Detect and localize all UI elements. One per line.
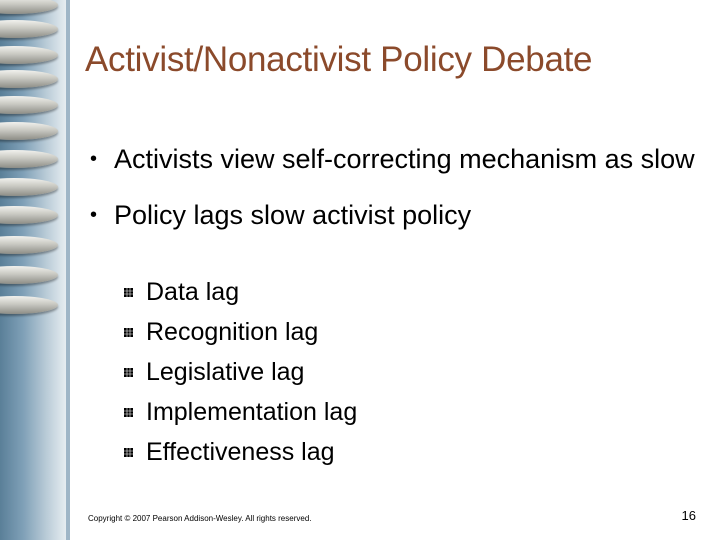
bullet-dot-icon: • (90, 148, 98, 170)
bullet-text: Activists view self-correcting mechanism as slow (114, 144, 695, 174)
sub-bullet-text: Implementation lag (146, 398, 358, 426)
square-bullet-icon (124, 448, 133, 457)
square-bullet-icon (124, 368, 133, 377)
bullet-item (90, 142, 700, 176)
square-bullet-icon (124, 288, 133, 297)
sub-bullet-text: Legislative lag (146, 358, 305, 386)
copyright-footer: Copyright © 2007 Pearson Addison-Wesley. All rights reserved. (88, 514, 312, 523)
side-divider (66, 0, 70, 540)
bullet-list (90, 142, 700, 254)
slide-title: Activist/Nonactivist Policy Debate (85, 40, 593, 79)
sub-bullet-text: Data lag (146, 278, 240, 306)
bullet-dot-icon: • (90, 204, 98, 226)
square-bullet-icon (124, 328, 133, 337)
bullet-item (90, 198, 700, 232)
sub-bullet-item (120, 392, 357, 432)
bullet-text: Policy lags slow activist policy (114, 200, 472, 230)
square-bullet-icon (124, 408, 133, 417)
sub-bullet-item (120, 352, 357, 392)
sub-bullet-text: Effectiveness lag (146, 438, 335, 466)
page-number: 16 (681, 508, 696, 523)
sub-bullet-item (120, 432, 357, 472)
coin-stack-image (0, 0, 66, 540)
sub-bullet-item (120, 312, 357, 352)
sub-bullet-list (120, 272, 357, 472)
sub-bullet-item (120, 272, 357, 312)
sub-bullet-text: Recognition lag (146, 318, 319, 346)
